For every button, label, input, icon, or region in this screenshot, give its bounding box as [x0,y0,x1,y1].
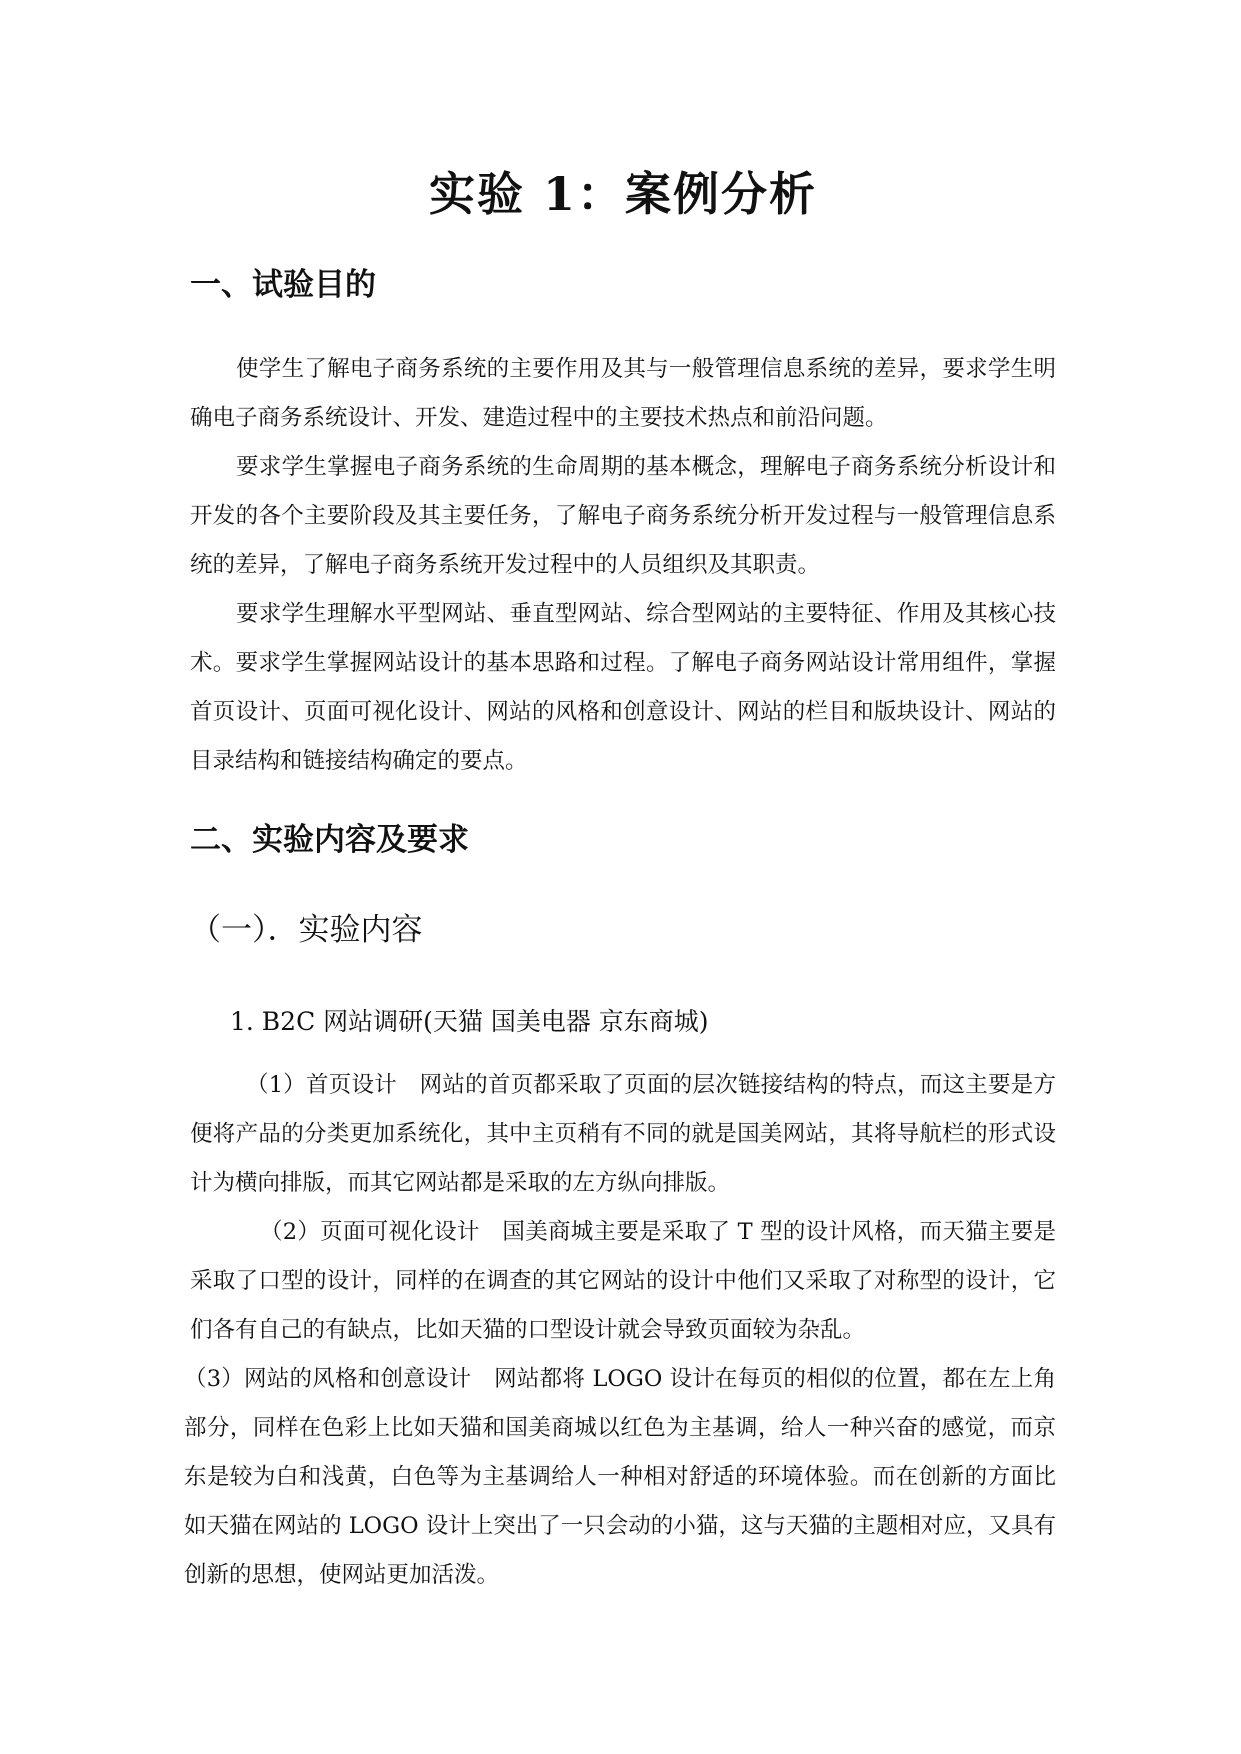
paragraph-objective-3: 要求学生理解水平型网站、垂直型网站、综合型网站的主要特征、作用及其核心技术。要求学生掌握网站设计的基本思路和过程。了解电子商务网站设计常用组件，掌握首页设计、页面可视化设计、网站的风格和创意设计、网站的栏目和版块设计、网站的目录结构和链接结构确定的要点。 [190,601,1056,774]
paragraph-visual-design: （2）页面可视化设计 国美商城主要是采取了 T 型的设计风格，而天猫主要是采取了口型的设计，同样的在调查的其它网站的设计中他们又采取了对称型的设计，它们各有自己的有缺点，比如天猫的口型设计就会导致页面较为杂乱。 [190,1219,1056,1343]
paragraph-style-creative-design: （3）网站的风格和创意设计 网站都将 LOGO 设计在每页的相似的位置，都在左上角部分，同样在色彩上比如天猫和国美商城以红色为主基调，给人一种兴奋的感觉，而京东是较为白和浅黄，白色等为主基调给人一种相对舒适的环境体验。而在创新的方面比如天猫在网站的 LOGO 设计上突出了一只会动的小猫，这与天猫的主题相对应，又具有创新的思想，使网站更加活泼。 [184,1366,1056,1588]
paragraph-objective-2: 要求学生掌握电子商务系统的生命周期的基本概念，理解电子商务系统分析设计和开发的各个主要阶段及其主要任务，了解电子商务系统分析开发过程与一般管理信息系统的差异，了解电子商务系统开发过程中的人员组织及其职责。 [190,454,1056,578]
subsection-heading-content: （一）．实验内容 [190,912,423,948]
paragraph-objective-1: 使学生了解电子商务系统的主要作用及其与一般管理信息系统的差异，要求学生明确电子商务系统设计、开发、建造过程中的主要技术热点和前沿问题。 [190,356,1056,431]
document-title: 实验 1：案例分析 [428,167,818,221]
section-heading-objectives: 一、试验目的 [190,267,376,303]
item-heading-b2c-research: 1. B2C 网站调研(天猫 国美电器 京东商城) [230,1007,709,1036]
section-heading-content-requirements: 二、实验内容及要求 [190,822,469,858]
paragraph-homepage-design: （1）首页设计 网站的首页都采取了页面的层次链接结构的特点，而这主要是方便将产品的分类更加系统化，其中主页稍有不同的就是国美网站，其将导航栏的形式设计为横向排版，而其它网站都是采取的左方纵向排版。 [190,1072,1056,1196]
